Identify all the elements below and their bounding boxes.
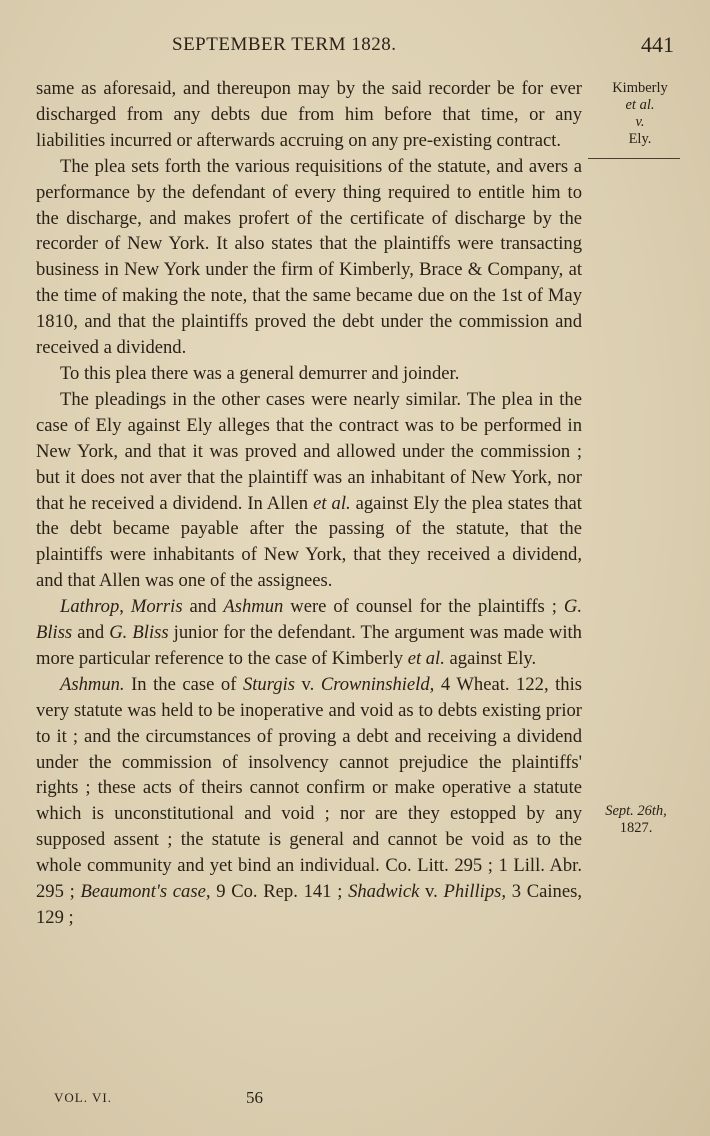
margin-date-line-1: Sept. 26th, [605,803,667,819]
case-phillips: Phillips, [443,881,507,903]
case-crowninshield: Crowninshield, [320,673,435,695]
counsel-lathrop: Lathrop [60,596,120,618]
counsel-g-bliss-junior: G. Bliss [109,622,169,644]
p4-text-c: against Ely the plea states that the debt became payable after the passing of the statute, that the plaintiffs were inhabitants of New York, that they received a dividend, and that Allen was one of the assignees. [36,492,582,592]
margin-divider [588,158,680,159]
margin-date-line-2: 1827. [619,820,653,836]
p5-text-b: , [119,596,131,618]
p6-text-l: 3 Caines, 129 ; [36,881,582,928]
p5-text-l: against Ely. [444,647,537,669]
case-beaumont: Beaumont's case, [80,881,211,903]
p6-text-b: In the case of [124,673,243,695]
margin-date [584,803,688,837]
paragraph-6 [36,672,582,931]
p6-text-j: v. [419,881,444,903]
margin-case-line-3: v. [635,114,645,130]
margin-case-line-2: et al. [625,97,655,113]
margin-case-line-1: Kimberly [612,80,668,96]
p4-et-al: et al. [313,492,351,514]
signature-mark: 56 [246,1088,263,1107]
p5-text-h: and [72,622,110,644]
page-footer [0,1088,710,1112]
case-sturgis: Sturgis [242,673,295,695]
p6-text-h: 9 Co. Rep. 141 ; [210,881,349,903]
p5-text-d: and [182,596,224,618]
paragraph-2: The plea sets forth the various requisitions of the statute, and avers a performance by the defendant of every thing required to entitle him to the discharge, and makes profert of the certificate of discharge by the recorder of New York. It also states that the plaintiffs were transacting business in New York under the firm of Kimberly, Brace & Company, at the time of making the note, that the same became due on the 1st of May 1810, and that the plaintiffs proved the debt under the commission and received a dividend. [36,155,582,359]
paragraph-4 [36,387,582,594]
p6-text-d: v. [294,673,321,695]
volume-label: VOL. VI. [54,1090,112,1105]
margin-case-line-4: Ely. [628,131,652,147]
paragraph-5 [36,594,582,672]
p5-text-j: junior for the defendant. The argument was made with more particular reference to the case of Kimberly [36,622,582,669]
p6-text-f: 4 Wheat. 122, this very statute was held to be inoperative and void as to debts existing prior to it ; and the circumstances of proving a debt and receiving a dividend under the commission of insolvency cannot prejudice the plaintiffs' rights ; these acts of theirs cannot confirm or make operative a statute which is unconstitutional and void ; nor are they estopped by any supposed assent ; the statute is general and cannot be void as to the whole community and yet bind an individual. Co. Litt. 295 ; 1 Lill. Abr. 295 ; [36,673,582,903]
counsel-morris: Morris [130,596,183,618]
counsel-g-bliss: G. Bliss [36,596,582,644]
paragraph-3: To this plea there was a general demurrer and joinder. [60,362,460,384]
p5-et-al: et al. [407,647,445,669]
page-number: 441 [641,32,674,57]
running-head: SEPTEMBER TERM 1828. [172,34,397,55]
p4-text-a: The pleadings in the other cases were nearly similar. The plea in the case of Ely against Ely alleges that the contract was to be performed in New York, and that it was proved and allowed under the commission ; but it does not aver that the plaintiff was an inhabitant of New York, nor that he received a dividend. In Allen [36,388,582,514]
paragraph-1: same as aforesaid, and thereupon may by the said recorder be for ever discharged from any debts due from him before that time, or any liabilities incurred or afterwards accruing on any pre-existing contract. [36,78,582,151]
margin-case-name [592,80,688,148]
counsel-ashmun: Ashmun [223,596,284,618]
page-header [0,30,710,64]
p5-text-f: were of counsel for the plaintiffs ; [283,596,564,618]
body-text [36,76,582,931]
speaker-ashmun: Ashmun. [60,673,125,695]
case-shadwick: Shadwick [348,881,420,903]
